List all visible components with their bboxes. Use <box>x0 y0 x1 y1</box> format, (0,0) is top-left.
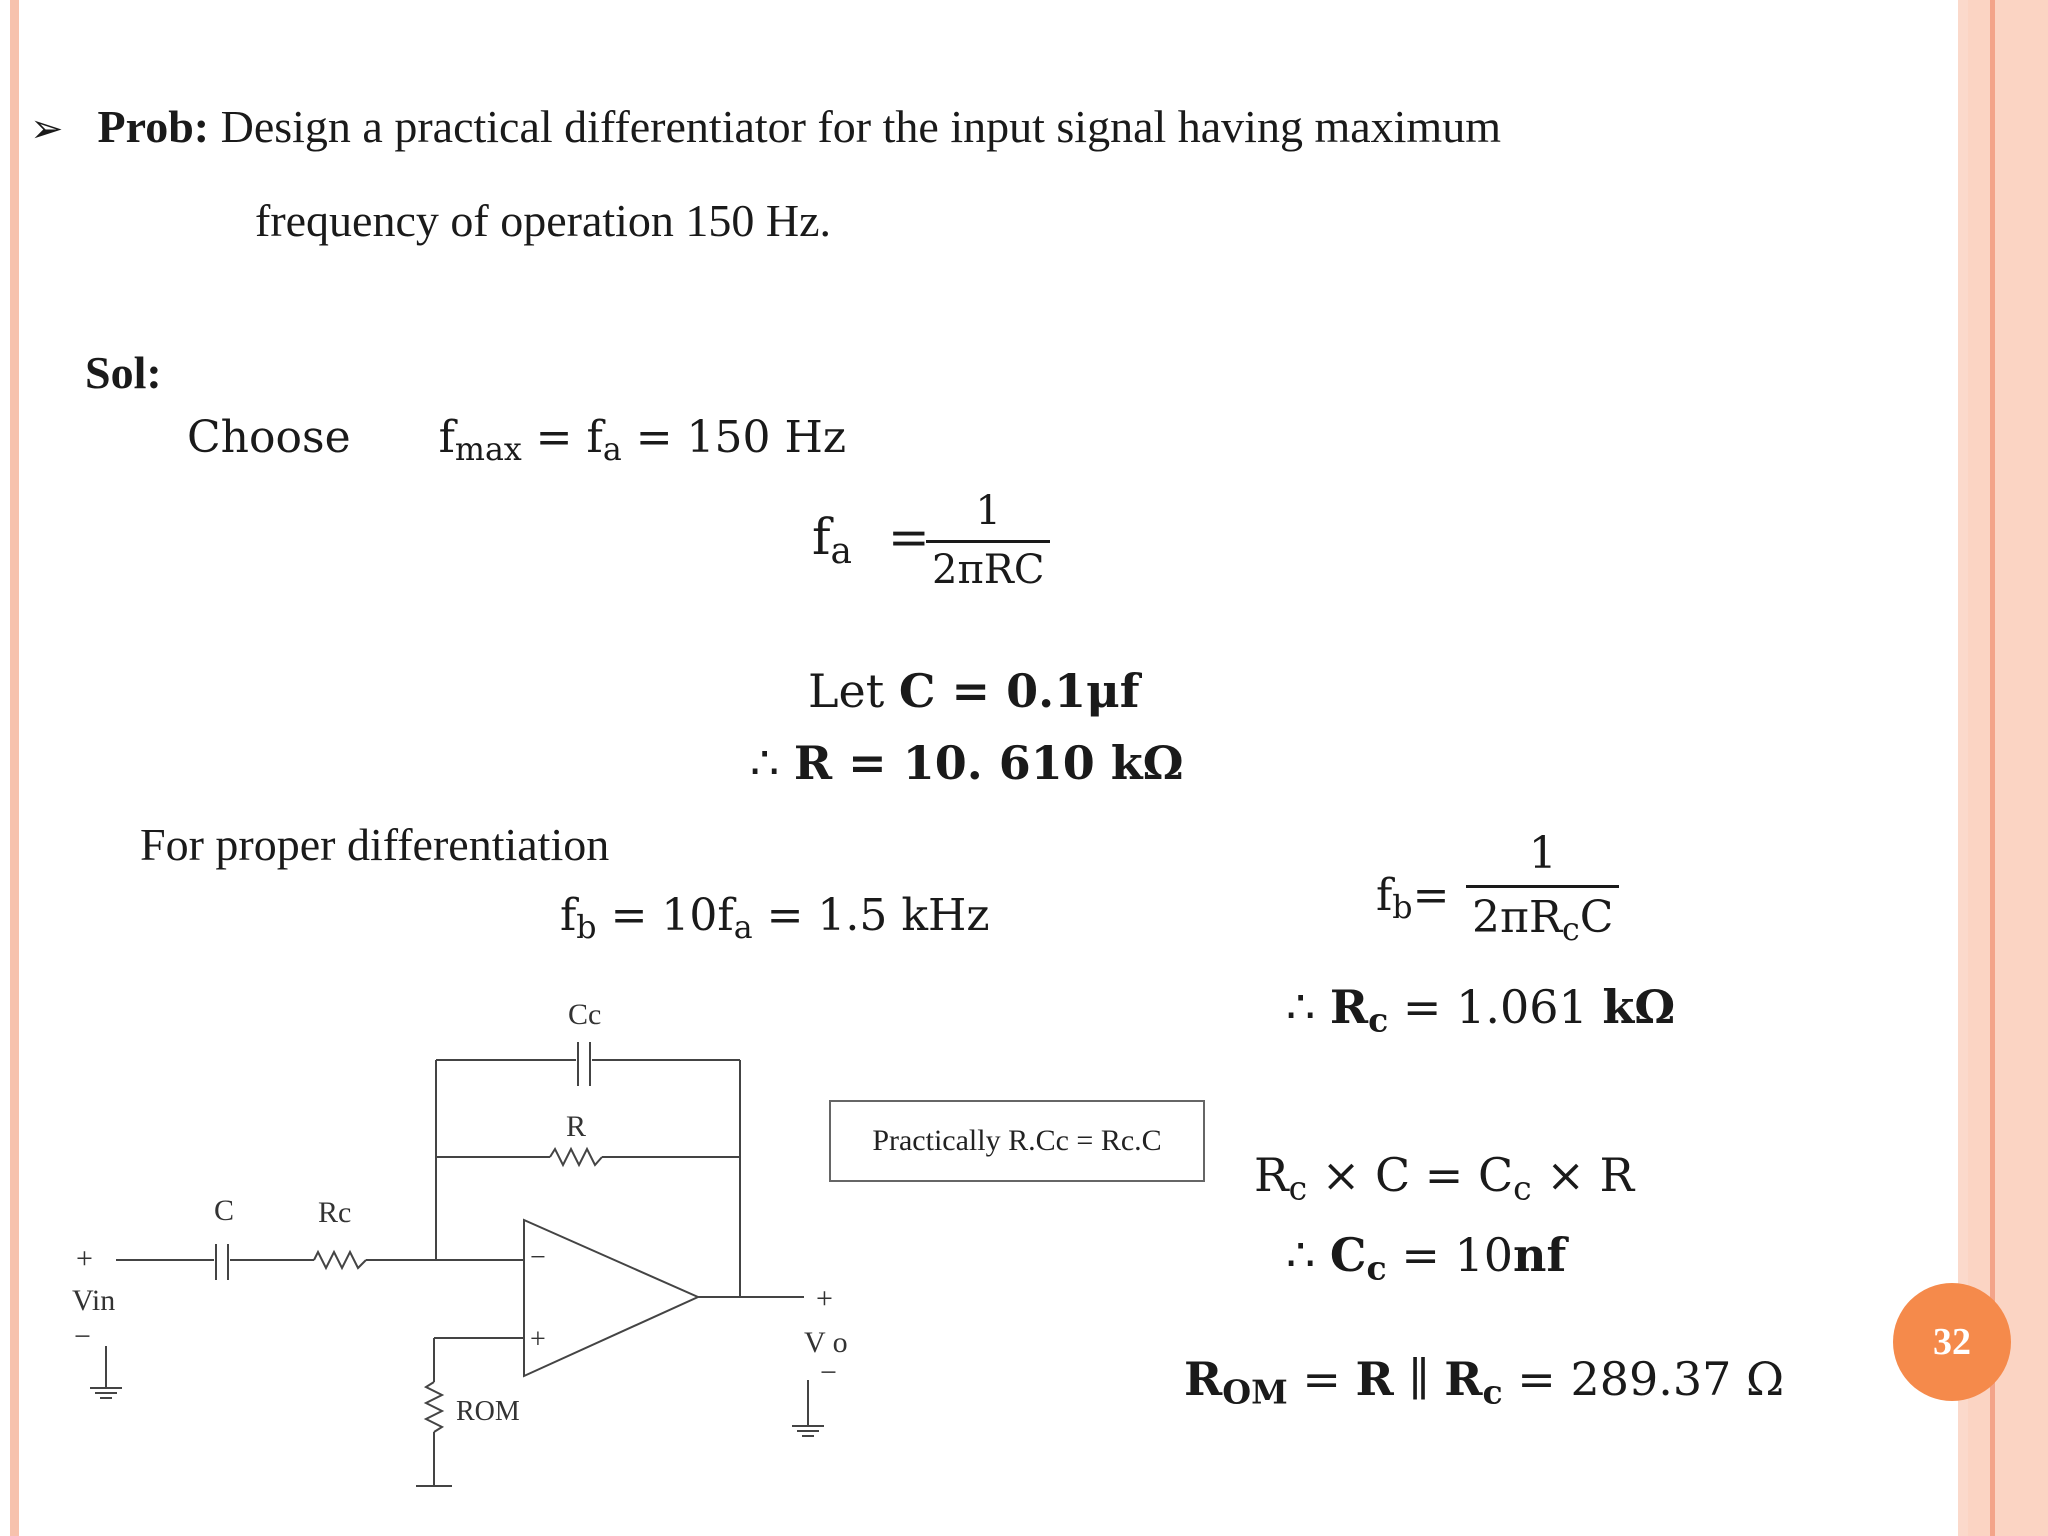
fmax-mid: = f <box>521 412 603 463</box>
choose-word: Choose <box>187 412 351 463</box>
opamp-plus-sign: + <box>530 1324 546 1355</box>
arrow-bullet-icon: ➢ <box>30 106 64 152</box>
fmax-sub: max <box>454 431 522 468</box>
vo-label: V o <box>804 1326 848 1359</box>
fa-lhs: $f_a$ = <box>812 508 930 572</box>
rc-c-equation: $R_c \times C = C_c \times R$ <box>1254 1148 1635 1208</box>
opamp-minus-sign: − <box>530 1242 546 1273</box>
problem-text: Design a practical differentiator for the input signal having maximum <box>220 101 1501 152</box>
fmax-a-sub: a <box>602 431 622 468</box>
fmax-tail: = 150 Hz <box>621 412 847 463</box>
fa-numerator: 1 <box>975 488 1001 534</box>
page-number-badge <box>1893 1283 2011 1401</box>
rc-resistor <box>314 1252 366 1268</box>
c-label: C <box>214 1194 235 1227</box>
rom-label: ROM <box>456 1396 520 1427</box>
r-label: R <box>566 1110 587 1143</box>
cc-label: Cc <box>568 998 602 1031</box>
fb-line: $f_b = 10f_a = 1.5$ kHz <box>560 890 990 946</box>
r-result-value: R = 10. 610 kΩ <box>793 736 1184 790</box>
rc-label: Rc <box>318 1196 352 1229</box>
practically-note-text: Practically R.Cc = Rc.C <box>872 1124 1162 1157</box>
vin-label: Vin <box>72 1284 116 1317</box>
vin-minus: − <box>74 1320 91 1353</box>
problem-line-2: frequency of operation 150 Hz. <box>255 195 832 246</box>
rom-result-line: $R_{OM} = R$ ∥ $R_c = 289.37$ Ω <box>1184 1352 1785 1412</box>
let-c-line: Let C = 0.1μf <box>808 664 1140 718</box>
vo-plus: + <box>816 1282 833 1315</box>
page-number: 32 <box>1933 1321 1971 1363</box>
opamp-triangle <box>524 1220 698 1376</box>
r-result-line: ∴ R = 10. 610 kΩ <box>750 736 1184 790</box>
fb2-lhs: $f_b=$ <box>1376 870 1450 926</box>
fa-denominator: 2πRC <box>926 540 1050 593</box>
problem-label: Prob: <box>97 101 210 152</box>
fb2-denominator: $2\pi R_cC$ <box>1466 885 1619 948</box>
fb2-numerator: 1 <box>1528 828 1557 879</box>
let-c-value: C = 0.1μf <box>898 664 1140 718</box>
cc-result-line: ∴ $C_c = 10nf$ <box>1286 1228 1567 1288</box>
vo-minus: − <box>820 1356 837 1389</box>
proper-diff-text: For proper differentiation <box>140 819 610 870</box>
vin-plus: + <box>76 1242 93 1275</box>
feedback-resistor <box>550 1149 602 1165</box>
rc-result-line: ∴ $R_c = 1.061$ kΩ <box>1286 980 1676 1040</box>
rom-resistor <box>426 1382 442 1432</box>
solution-label: Sol: <box>85 347 162 398</box>
fmax-f: f <box>438 412 455 463</box>
